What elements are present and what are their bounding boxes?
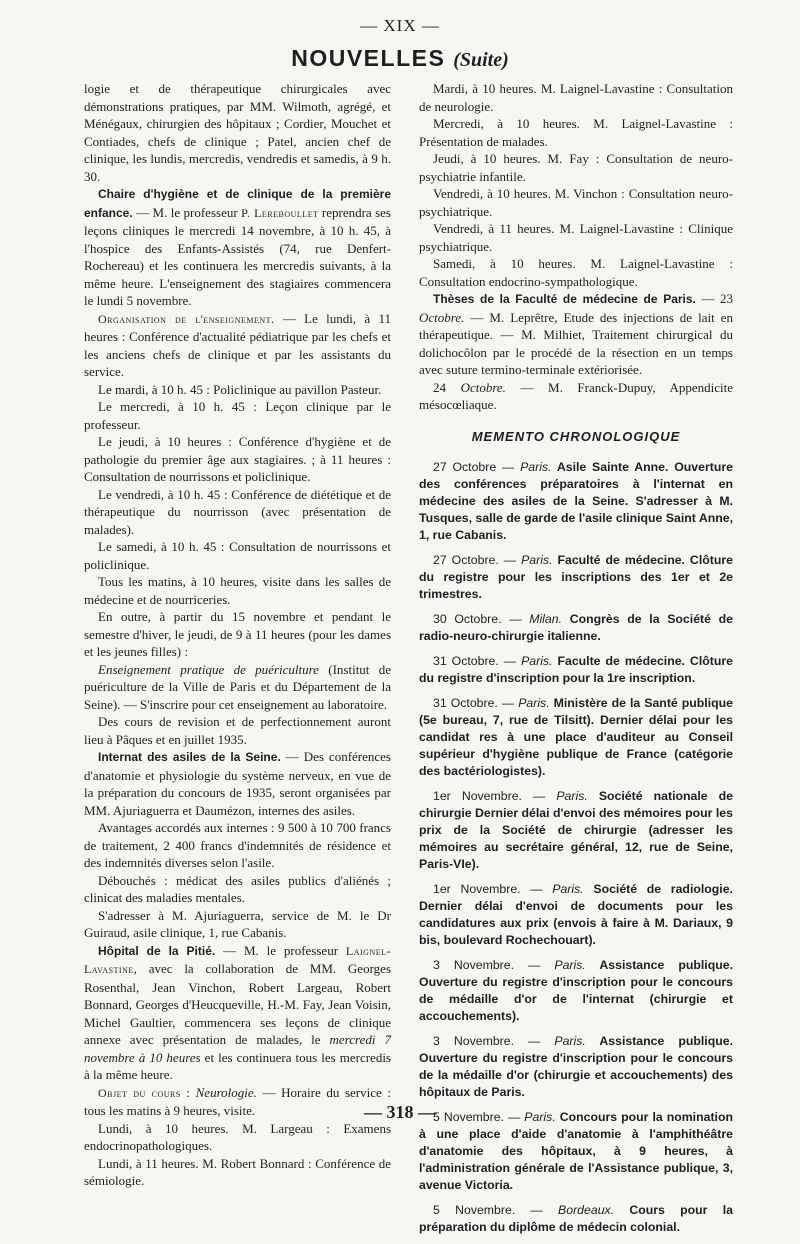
paragraph: Le mercredi, à 10 h. 45 : Leçon clinique par le professeur. [84,399,391,432]
memento-entry: 30 Octobre. — Milan. Congrès de la Société de radio-neuro-chirurgie italienne. [419,612,733,643]
memento-entry: 31 Octobre. — Paris. Ministère de la Santé publique (5e bureau, 7, rue de Tilsitt). Dernier délai pour les candidat res à une place d'auditeur au Conseil supérieur d'hygiène publique de France (catégorie des bactériologistes). [419,696,733,778]
paragraph: Jeudi, à 10 heures. M. Fay : Consultation de neuro-psychiatrie infantile. [419,151,733,184]
paragraph: Vendredi, à 11 heures. M. Laignel-Lavastine : Clinique psychiatrique. [419,221,733,254]
section-heading [0,45,800,72]
paragraph: Mardi, à 10 heures. M. Laignel-Lavastine : Consultation de neurologie. [419,81,733,114]
paragraph: Lundi, à 10 heures. M. Largeau : Examens endocrinopathologiques. [84,1120,391,1153]
left-column [84,80,391,1190]
memento-entry: 1er Novembre. — Paris. Société de radiologie. Dernier délai d'envoi de documents pour les candidatures aux prix (envois à faire à M. Dariaux, 9 bis, boulevard Rochechouart). [419,882,733,947]
memento-entry: 3 Novembre. — Paris. Assistance publique. Ouverture du registre d'inscription pour le concours de médaille d'or de l'internat (chirurgie et accouchements). [419,958,733,1023]
paragraph: Le mardi, à 10 h. 45 : Policlinique au pavillon Pasteur. [98,381,382,397]
paragraph: Hôpital de la Pitié. — M. le professeur Laignel-Lavastine, avec la collaboration de MM. Georges Rosenthal, Jean Vinchon, Robert Largeau, Robert Bonnard, Georges d'Heucqueville, H.-M. Fay, Jean Voisin, Michel Gaultier, commencera ses leçons de clinique annexe avec présentation de malades, le mercredi 7 novembre à 10 heures et les continuera tous les mercredis à la même heure. [84,942,392,1082]
paragraph: Des cours de revision et de perfectionnement auront lieu à Pâques et en juillet 1935. [84,714,391,747]
subheading: Hôpital de la Pitié. [98,943,216,958]
paragraph: 24 Octobre. — M. Franck-Dupuy, Appendicite mésocœliaque. [419,379,733,412]
subheading: Internat des asiles de la Seine. [98,750,281,764]
paragraph: Chaire d'hygiène et de clinique de la première enfance. — M. le professeur P. Lereboullet reprendra ses leçons cliniques le mercredi 14 novembre, à 10 h. 45, à l'hospice des Enfants-Assistés (74, rue Denfert-Rochereau) et les continuera les mercredis suivants, à la même heure. L'enseignement des stagiaires commencera le lundi 5 novembre. [84,187,391,308]
memento-entry: 27 Octobre — Paris. Asile Sainte Anne. Ouverture des conférences préparatoires à l'internat en médecine des asiles de la Seine. S'adresser à M. Tusques, salle de garde de l'asile clinique Saint Anne, 1, rue Cabanis. [419,460,733,542]
paragraph: Objet du cours : Neurologie. — Horaire du service : tous les matins à 9 heures, visite. [84,1084,391,1118]
paragraph: Organisation de l'enseignement. — Le lundi, à 11 heures : Conférence d'actualité pédiatrique par les chefs et les anciens chefs de clinique et par les assistants du service. [84,310,391,379]
right-column [419,80,733,1244]
paragraph: Enseignement pratique de puériculture (Institut de puériculture de la Ville de Paris et du Département de la Seine). — S'inscrire pour cet enseignement au laboratoire. [84,661,392,712]
paragraph: Le samedi, à 10 h. 45 : Consultation de nourrissons et policlinique. [84,539,391,572]
paragraph: Thèses de la Faculté de médecine de Paris. — 23 Octobre. — M. Leprêtre, Etude des injections de lait en thérapeutique. — M. Milhiet, Traitement chirurgical du dolichocôlon par le procédé de la résection en un temps avec suture termino-terminale extériorisée. [419,291,733,377]
paragraph: Samedi, à 10 heures. M. Laignel-Lavastine : Consultation endocrino-sympathologique. [419,256,733,289]
paragraph: Le jeudi, à 10 heures : Conférence d'hygiène et de pathologie du premier âge aux stagiaires. ; à 11 heures : Consultation de nourrissons et policlinique. [84,434,391,484]
section-suite: (Suite) [453,49,509,71]
paragraph: Internat des asiles de la Seine. — Des conférences d'anatomie et physiologie du système nerveux, en vue de la préparation du concours de 1935, seront organisées par MM. Ajuriaguerra et Daumézon, internes des asiles. [84,749,391,818]
paragraph: logie et de thérapeutique chirurgicales avec démonstrations pratiques, par MM. Wilmoth, agrégé, et Ménégaux, chirurgien des hôpitaux ; Cordier, Mouchet et Contiades, chefs de clinique ; Patel, ancien chef de clinique, les lundis, mercredis, vendredis et samedis, à 9 h. 30. [84,81,391,184]
memento-entry: 3 Novembre. — Paris. Assistance publique. Ouverture du registre d'inscription pour le concours de la médaille d'or (chirurgie et accouchements) des hôpitaux de Paris. [419,1034,733,1099]
roman-page-number: — XIX — [360,16,440,35]
subheading: Chaire d'hygiène et de clinique de la première enfance. [84,187,391,220]
paragraph: Tous les matins, à 10 heures, visite dans les salles de médecine et de nourriceries. [84,574,391,607]
paragraph: Le vendredi, à 10 h. 45 : Conférence de diététique et de thérapeutique du nourrisson (avec présentation de malades). [84,486,391,537]
paragraph: Mercredi, à 10 heures. M. Laignel-Lavastine : Présentation de malades. [419,116,733,149]
paragraph: Vendredi, à 10 heures. M. Vinchon : Consultation neuro-psychiatrique. [419,186,733,219]
paragraph: En outre, à partir du 15 novembre et pendant le semestre d'hiver, le jeudi, de 9 à 11 heures (pour les dames et les jeunes filles) : [84,609,391,659]
paragraph: Avantages accordés aux internes : 9 500 à 10 700 francs de traitement, 2 400 francs d'indemnités de résidence et des indemnités diverses selon l'asile. [84,820,391,870]
memento-entry: 27 Octobre. — Paris. Faculté de médecine. Clôture du registre pour les inscriptions des 1er et 2e trimestres. [419,553,733,601]
paragraph: Débouchés : médicat des asiles publics d'aliénés ; clinicat des maladies mentales. [84,872,391,905]
paragraph: Lundi, à 11 heures. M. Robert Bonnard : Conférence de sémiologie. [84,1155,391,1188]
memento-entry: 1er Novembre. — Paris. Société nationale de chirurgie Dernier délai d'envoi des mémoires pour les prix de la Société de chirurgie (adresser les mémoires au secrétaire général, 12, rue de Seine, Paris-VIe). [419,789,733,871]
section-title: NOUVELLES [291,45,446,71]
memento-entry: 31 Octobre. — Paris. Faculte de médecine. Clôture du registre d'inscription pour la 1re inscription. [419,654,733,685]
page-number: — 318 — [364,1102,436,1122]
paragraph: S'adresser à M. Ajuriaguerra, service de M. le Dr Guiraud, asile clinique, 1, rue Cabanis. [84,907,391,940]
memento-title: MEMENTO CHRONOLOGIQUE [471,428,681,444]
subheading: Thèses de la Faculté de médecine de Paris. [433,292,696,306]
memento-entry: 5 Novembre. — Paris. Concours pour la nomination à une place d'aide d'anatomie à l'amphithéâtre d'anatomie des hôpitaux, à 9 heures, à l'administration générale de l'Assistance publique, 3, avenue Victoria. [419,1110,733,1192]
memento-entry: 5 Novembre. — Bordeaux. Cours pour la préparation du diplôme de médecin colonial. [419,1203,733,1234]
